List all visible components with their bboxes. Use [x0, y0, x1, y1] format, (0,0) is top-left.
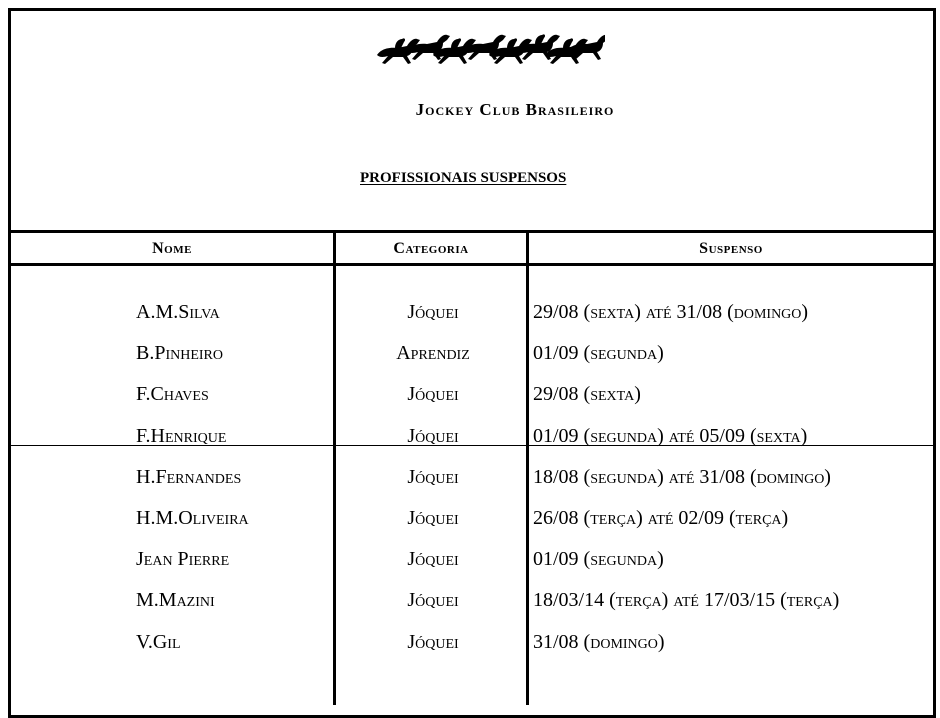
cell-nome: A.M.Silva [136, 301, 220, 323]
table-row [0, 337, 940, 378]
cell-suspenso: 31/08 (domingo) [533, 630, 665, 653]
table-header-border [8, 263, 936, 266]
cell-suspenso: 29/08 (sexta) [533, 383, 641, 406]
cell-categoria: Jóquei [407, 465, 459, 488]
cell-nome: F.Chaves [136, 383, 209, 406]
column-header-suspenso: Suspenso [699, 240, 763, 257]
cell-suspenso: 18/03/14 (terça) até 17/03/15 (terça) [533, 589, 840, 612]
column-header-categoria: Categoria [393, 240, 469, 257]
table-row [0, 378, 940, 419]
table-row [0, 461, 940, 502]
cell-suspenso: 29/08 (sexta) até 31/08 (domingo) [533, 301, 809, 323]
column-header-nome: Nome [152, 240, 192, 257]
cell-nome: M.Mazini [136, 589, 215, 612]
cell-categoria: Jóquei [407, 589, 459, 612]
cell-nome: V.Gil [136, 630, 181, 653]
cell-nome: B.Pinheiro [136, 342, 224, 365]
cell-suspenso: 01/09 (segunda) [533, 342, 664, 365]
cell-suspenso: 01/09 (segunda) [533, 548, 664, 571]
cell-categoria: Jóquei [407, 424, 459, 447]
horse-silhouette [407, 35, 450, 60]
cell-categoria: Jóquei [407, 383, 459, 406]
cell-categoria: Jóquei [407, 630, 459, 653]
table-row [0, 296, 940, 337]
table-body [0, 296, 940, 667]
cell-categoria: Jóquei [407, 301, 459, 323]
organization-name: Jockey Club Brasileiro [415, 100, 615, 119]
table-row [0, 420, 940, 461]
racing-horses-icon [373, 25, 605, 71]
horse-silhouette [463, 35, 506, 60]
table-row [0, 626, 940, 667]
cell-nome: H.M.Oliveira [136, 506, 249, 529]
cell-suspenso: 18/08 (segunda) até 31/08 (domingo) [533, 465, 831, 488]
cell-categoria: Jóquei [407, 548, 459, 571]
cell-categoria: Aprendiz [396, 342, 470, 365]
document-title: PROFISSIONAIS SUSPENSOS [360, 170, 567, 186]
cell-nome: H.Fernandes [136, 465, 242, 488]
cell-nome: Jean Pierre [136, 548, 230, 571]
table-row [0, 502, 940, 543]
cell-nome: F.Henrique [136, 424, 227, 447]
table-top-border [8, 230, 936, 233]
table-row [0, 584, 940, 625]
cell-categoria: Jóquei [407, 506, 459, 529]
table-row [0, 543, 940, 584]
cell-suspenso: 01/09 (segunda) até 05/09 (sexta) [533, 424, 808, 447]
cell-suspenso: 26/08 (terça) até 02/09 (terça) [533, 506, 789, 529]
